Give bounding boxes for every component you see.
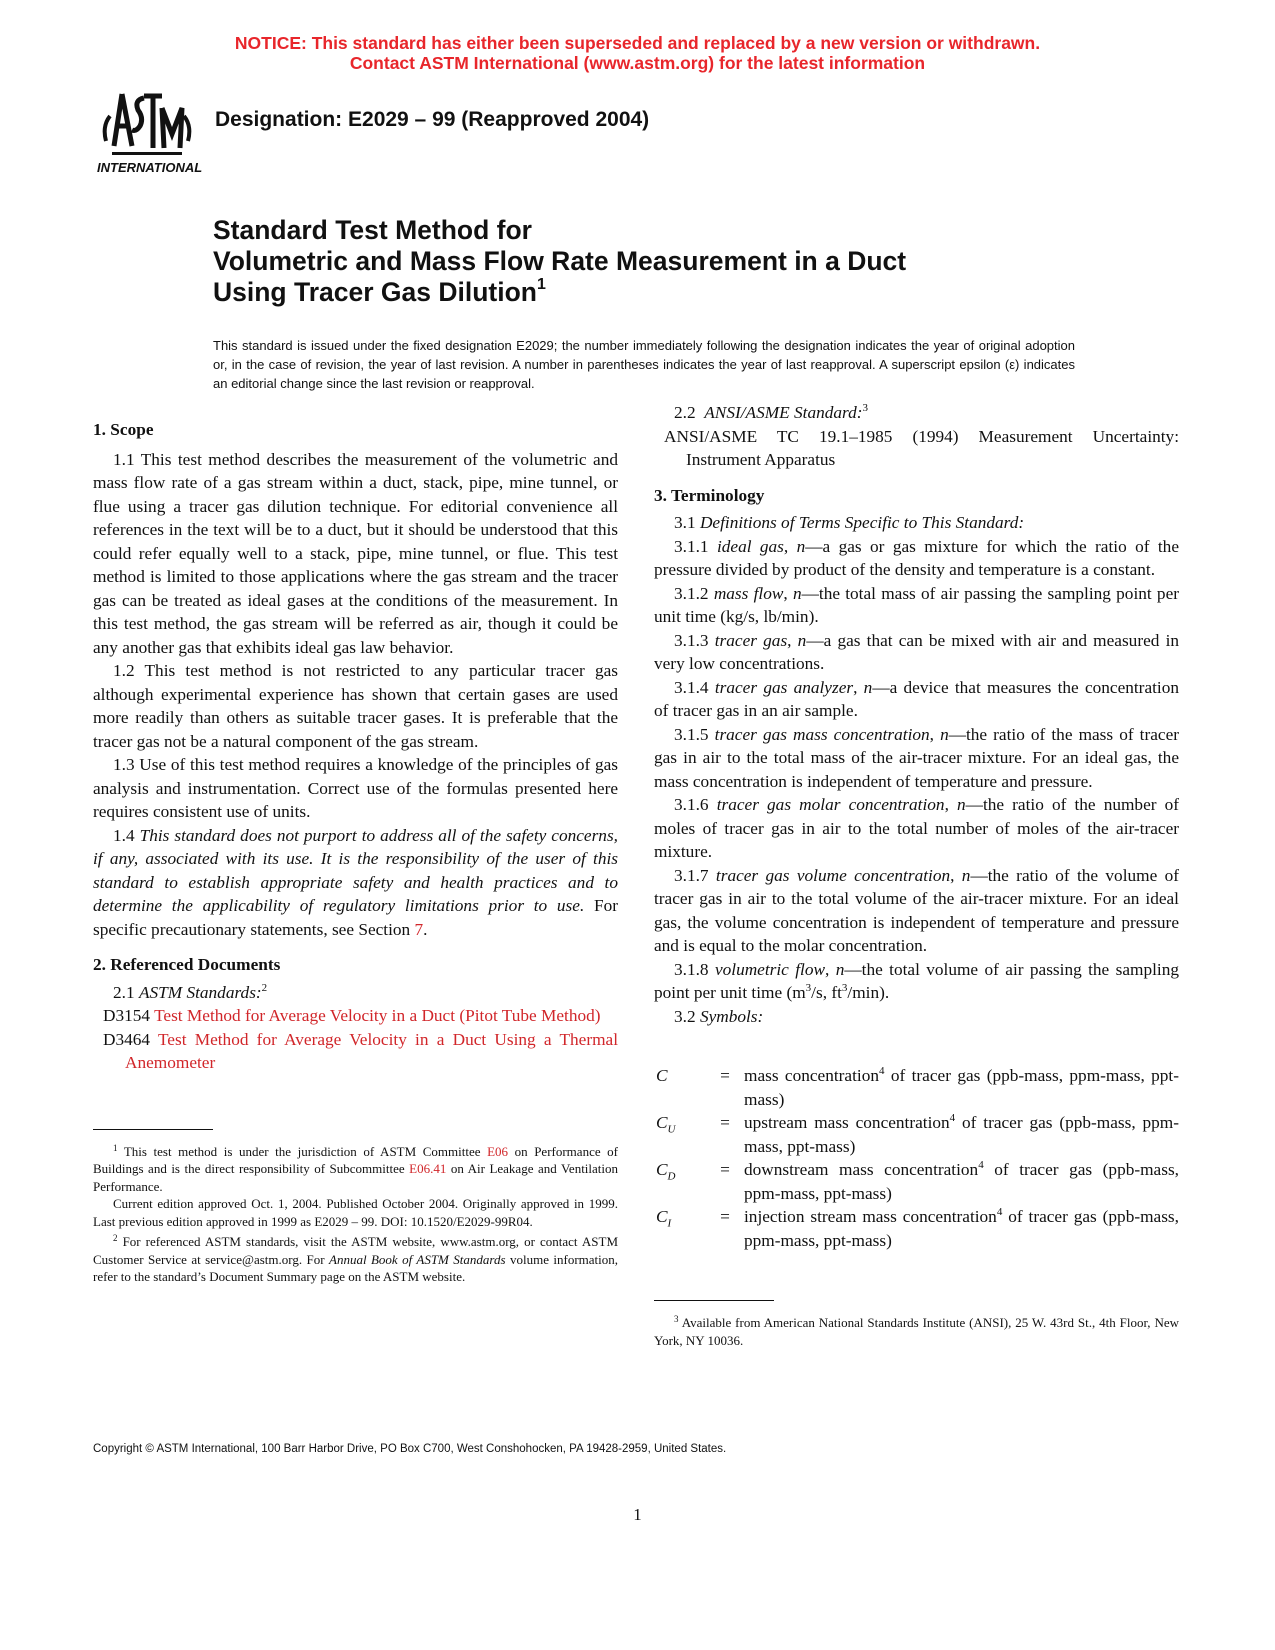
symbol-equals: = (720, 1113, 730, 1132)
term-pos: , n— (950, 865, 988, 885)
term-def: a gas or gas mixture for which the ratio of the pressure divided by product of the density and temperature is a constant. (654, 536, 1179, 579)
designation: Designation: E2029 – 99 (Reapproved 2004) (215, 108, 650, 131)
term-num: 3.1.6 (674, 795, 709, 814)
scope-heading: 1. Scope (93, 420, 154, 439)
scope-1-4-end: . (423, 919, 428, 939)
symbol-description: upstream mass concentration$^4$ of tracer gas (ppb-mass, ppm-mass, ppt-mass) (744, 1112, 1179, 1156)
title-line-2: Volumetric and Mass Flow Rate Measurement in a Duct (213, 246, 907, 276)
footnote-2-mark: 2 (113, 1233, 118, 1243)
symbols-list (654, 1064, 1179, 1252)
term-num: 3.1.7 (674, 865, 709, 885)
term-definition (654, 535, 1179, 582)
notice-line-1: NOTICE: This standard has either been superseded and replaced by a new version or withdrawn. (234, 33, 1041, 53)
term-pos: , n— (783, 583, 819, 603)
ref-link-d3154[interactable]: Test Method for Average Velocity in a Duct (Pitot Tube Method) (154, 1006, 601, 1025)
symbols-text: Symbols: (699, 1006, 764, 1026)
scope-1-3: 1.3 Use of this test method requires a knowledge of the principles of gas analysis and instrumentation. Correct use of the formulas presented here requires consistent use of units. (93, 755, 618, 821)
term-definition (654, 629, 1179, 676)
ansi-sup: 3 (862, 402, 868, 415)
scope-1-4-tail: For specific precautionary statements, see Section (93, 896, 618, 939)
copyright: Copyright © ASTM International, 100 Barr Harbor Drive, PO Box C700, West Conshohocken, PA 19428-2959, United States. (93, 1443, 727, 1455)
astm-standards-text: ASTM Standards: (138, 982, 262, 1002)
term-definition (654, 582, 1179, 629)
term-pos: , n— (944, 795, 983, 814)
term-pos: , n— (929, 724, 966, 744)
footnote-3-text: Available from American National Standards Institute (ANSI), 25 W. 43rd St., 4th Floor, New York, NY 10036. (654, 1315, 1179, 1348)
scope-1-4-num: 1.4 (113, 825, 135, 845)
term-def-a: the total volume of air passing the sampling point per unit time (m (654, 959, 1179, 1002)
term-num: 3.1.5 (674, 724, 709, 744)
footnote-2-text-b: volume information, refer to the standard’s Document Summary page on the ASTM website. (93, 1251, 619, 1284)
symbol-row (654, 1205, 1179, 1252)
symbol: $C_I$ (656, 1207, 672, 1230)
title-line-1: Standard Test Method for (213, 215, 532, 245)
term-sup-1: 3 (805, 982, 812, 995)
term-name: volumetric flow (714, 959, 826, 979)
footnote-divider (93, 1129, 213, 1130)
symbol-equals: = (720, 1160, 730, 1179)
right-column (654, 401, 1179, 1349)
page-number: 1 (633, 1505, 642, 1524)
term-pos: , n— (825, 959, 862, 979)
symbol: C (656, 1066, 668, 1085)
footnote-1-text-b: on Performance of Buildings and is the direct responsibility of Subcommittee (93, 1143, 619, 1176)
term-def: a gas that can be mixed with air and measured in very low concentrations. (654, 630, 1180, 673)
symbols-label (654, 1005, 1179, 1029)
term-name: tracer gas molar concentration (716, 795, 945, 814)
symbol-row (654, 1111, 1179, 1158)
ref-item (93, 1028, 618, 1075)
section-7-link[interactable]: 7 (414, 919, 424, 939)
left-footnotes (93, 1140, 618, 1286)
ref-item (93, 1004, 618, 1028)
footnote-3 (654, 1311, 1179, 1349)
footnote-1 (93, 1140, 618, 1196)
scope-1-4 (93, 824, 618, 942)
term-def: the total mass of air passing the sampling point per unit time (kg/s, lb/min). (654, 583, 1179, 626)
title-line-3 (213, 277, 906, 308)
terms-list (654, 535, 1179, 958)
scope-1-4-italic: This standard does not purport to address all of the safety concerns, if any, associated with its use. It is the responsibility of the user of this standard to establish appropriate safety and health practices and to determine the applicability of regulatory limitations prior to use. (93, 825, 618, 915)
term-num: 3.1.1 (674, 536, 709, 556)
astm-logo-icon (92, 86, 202, 186)
term-num: 3.1.4 (674, 677, 709, 697)
symbol: $C_U$ (656, 1113, 676, 1136)
footnote-1-text-a: This test method is under the jurisdiction of ASTM Committee (123, 1143, 481, 1159)
symbol-description: injection stream mass concentration$^4$ of tracer gas (ppb-mass, ppm-mass, ppt-mass) (744, 1206, 1179, 1250)
term-num: 3.1.3 (674, 630, 709, 650)
supersede-notice (0, 33, 1275, 73)
title-footnote-ref[interactable]: 1 (536, 276, 546, 293)
definitions-text: Definitions of Terms Specific to This Standard: (699, 513, 1025, 532)
terminology-heading: 3. Terminology (654, 485, 765, 505)
symbol-equals: = (720, 1066, 730, 1085)
symbol-row (654, 1064, 1179, 1111)
footnote-2 (93, 1230, 618, 1286)
ref-code: D3154 (103, 1006, 151, 1025)
footnote-1-edition: Current edition approved Oct. 1, 2004. Published October 2004. Originally approved in 1999. Last previous edition approved in 1999 as E2029 – 99. DOI: 10.1520/E2029-99R04. (93, 1196, 618, 1229)
term-name: mass flow (713, 583, 784, 603)
footnote-3-mark: 3 (674, 1314, 679, 1324)
term-sup-2: 3 (841, 982, 848, 995)
term-definition (654, 676, 1179, 723)
term-definition (654, 723, 1179, 794)
ansi-standard-label (654, 401, 1179, 425)
notice-line-2: Contact ASTM International (www.astm.org) for the latest information (349, 53, 926, 73)
term-def: the ratio of the number of moles of tracer gas in air to the total number of moles of the air-tracer mixture. (654, 795, 1180, 861)
astm-logo (92, 86, 202, 186)
term-definition (654, 864, 1179, 958)
ansi-label-text: ANSI/ASME Standard: (704, 403, 863, 422)
term-def: the ratio of the volume of tracer gas in air to the total volume of the air-tracer mixture. For an ideal gas, the volume concentration is independent of temperature and pressure and is equal to the molar concentration. (654, 865, 1180, 955)
left-column (93, 418, 618, 1286)
symbol: $C_D$ (656, 1160, 676, 1183)
subcommittee-e0641-link[interactable]: E06.41 (409, 1161, 447, 1176)
footnote-1-mark: 1 (113, 1142, 118, 1153)
symbol-description: mass concentration$^4$ of tracer gas (ppb-mass, ppm-mass, ppt-mass) (744, 1065, 1179, 1109)
term-name: tracer gas analyzer (714, 677, 854, 697)
ref-link-d3464[interactable]: Test Method for Average Velocity in a Duct Using a Thermal Anemometer (125, 1029, 618, 1072)
term-name: tracer gas volume concentration (715, 865, 951, 885)
issued-note: This standard is issued under the fixed designation E2029; the number immediately following the designation indicates the year of original adoption or, in the case of revision, the year of last revision. A number in parentheses indicates the year of last reapproval. A superscript epsilon (ε) indicates an editorial change since the last revision or reapproval. (213, 338, 1075, 391)
ansi-num: 2.2 (674, 403, 696, 422)
term-num: 3.1.2 (674, 583, 709, 603)
scope-1-1: 1.1 This test method describes the measurement of the volumetric and mass flow rate of a gas stream within a duct, stack, pipe, mine tunnel, or flue using a tracer gas dilution technique. For editorial convenience all references in the text will be to a duct, but it should be understood that this could refer equally well to a stack, pipe, mine tunnel, or flue. This test method is limited to those applications where the gas stream and the tracer gas can be treated as ideal gases at the conditions of the measurement. In this test method, the gas stream will be referred as air, though it could be any another gas that exhibits ideal gas law behavior. (93, 449, 618, 657)
symbol-equals: = (720, 1207, 730, 1226)
ansi-item: ANSI/ASME TC 19.1–1985 (1994) Measurement Uncertainty: Instrument Apparatus (664, 426, 1179, 469)
footnote-2-text-a: For referenced ASTM standards, visit the ASTM website, www.astm.org, or contact ASTM Customer Service at service@astm.org. For (93, 1234, 619, 1267)
term-pos: , n— (783, 536, 823, 556)
term-pos: , n— (787, 630, 824, 650)
term-name: ideal gas (716, 536, 784, 556)
term-def: the ratio of the mass of tracer gas in air to the total mass of the air-tracer mixture. For an ideal gas, the mass concentration is independent of temperature and pressure. (654, 724, 1179, 791)
symbols-num: 3.2 (674, 1006, 696, 1026)
title-line-3-text: Using Tracer Gas Dilution (213, 277, 537, 307)
definitions-num: 3.1 (674, 513, 696, 532)
term-def-b: /s, ft (811, 983, 842, 1002)
term-def-c: /min). (847, 983, 890, 1002)
scope-1-2: 1.2 This test method is not restricted to any particular tracer gas although experimental experience has shown that certain gases are used more readily than others as suitable tracer gases. It is preferable that the tracer gas not be a natural component of the gas stream. (93, 661, 618, 751)
term-name: tracer gas (714, 630, 788, 650)
refdocs-heading: 2. Referenced Documents (93, 955, 281, 974)
footnote-2-italic: Annual Book of ASTM Standards (329, 1251, 506, 1267)
symbol-description: downstream mass concentration$^4$ of tracer gas (ppb-mass, ppm-mass, ppt-mass) (744, 1159, 1179, 1203)
astm-standards-num: 2.1 (113, 982, 135, 1002)
term-num: 3.1.8 (674, 959, 709, 979)
definitions-label (654, 511, 1179, 535)
term-name: tracer gas mass concentration (714, 724, 930, 744)
symbol-row (654, 1158, 1179, 1205)
ref-code: D3464 (103, 1029, 151, 1049)
term-def: a device that measures the concentration of tracer gas in an air sample. (654, 677, 1179, 720)
document-title (213, 215, 906, 308)
term-volumetric-flow (654, 958, 1179, 1005)
logo-international-text: INTERNATIONAL (97, 160, 202, 175)
astm-standards-sup: 2 (261, 981, 268, 994)
committee-e06-link[interactable]: E06 (487, 1143, 509, 1159)
term-pos: , n— (853, 677, 890, 697)
term-definition (654, 793, 1179, 864)
footnote-divider (654, 1300, 774, 1301)
footnote-1-text-c: on Air Leakage and Ventilation Performance. (93, 1161, 619, 1194)
astm-standards-label (93, 981, 618, 1005)
